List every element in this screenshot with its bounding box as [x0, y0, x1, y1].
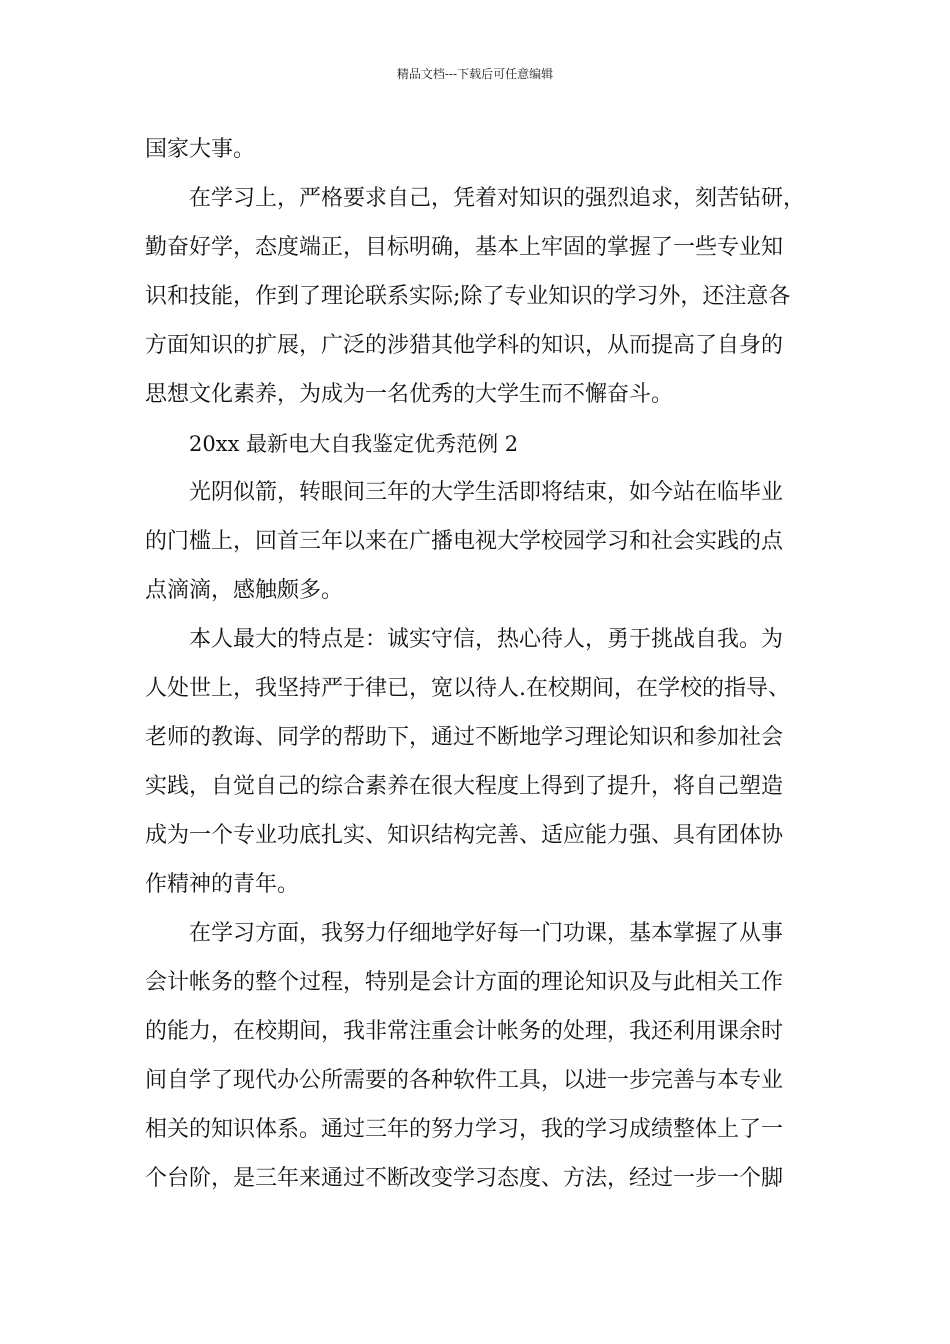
text-line: 点滴滴，感触颇多。 — [145, 578, 344, 603]
text-line: 的门槛上，回首三年以来在广播电视大学校园学习和社会实践的点 — [145, 529, 784, 554]
text-line: 作精神的青年。 — [145, 872, 300, 897]
text-line: 老师的教诲、同学的帮助下，通过不断地学习理论知识和参加社会 — [145, 725, 784, 750]
text-line: 本人最大的特点是：诚实守信，热心待人，勇于挑战自我。为 — [189, 627, 784, 652]
text-line: 识和技能，作到了理论联系实际;除了专业知识的学习外，还注意各 — [145, 284, 791, 309]
text-line: 在学习方面，我努力仔细地学好每一门功课，基本掌握了从事 — [189, 921, 784, 946]
text-line: 成为一个专业功底扎实、知识结构完善、适应能力强、具有团体协 — [145, 823, 784, 848]
text-line: 个台阶，是三年来通过不断改变学习态度、方法，经过一步一个脚 — [145, 1166, 784, 1191]
text-line: 方面知识的扩展，广泛的涉猎其他学科的知识，从而提高了自身的 — [145, 333, 784, 358]
text-line: 实践，自觉自己的综合素养在很大程度上得到了提升，将自己塑造 — [145, 774, 784, 799]
text-line: 人处世上，我坚持严于律已，宽以待人.在校期间，在学校的指导、 — [145, 676, 790, 701]
text-line: 国家大事。 — [145, 137, 256, 162]
page-header: 精品文档---下载后可任意编辑 — [396, 67, 554, 81]
text-line: 的能力，在校期间，我非常注重会计帐务的处理，我还利用课余时 — [145, 1019, 784, 1044]
text-line: 相关的知识体系。通过三年的努力学习，我的学习成绩整体上了一 — [145, 1117, 784, 1142]
text-line: 光阴似箭，转眼间三年的大学生活即将结束，如今站在临毕业 — [189, 480, 784, 505]
text-line: 勤奋好学，态度端正，目标明确，基本上牢固的掌握了一些专业知 — [145, 235, 784, 260]
document-body — [145, 130, 810, 1208]
section-heading: 20xx 最新电大自我鉴定优秀范例 2 — [189, 432, 519, 456]
text-line: 间自学了现代办公所需要的各种软件工具，以进一步完善与本专业 — [145, 1068, 784, 1093]
text-line: 会计帐务的整个过程，特别是会计方面的理论知识及与此相关工作 — [145, 970, 784, 995]
text-line: 在学习上，严格要求自己，凭着对知识的强烈追求，刻苦钻研， — [189, 186, 806, 211]
text-line: 思想文化素养，为成为一名优秀的大学生而不懈奋斗。 — [145, 382, 674, 407]
